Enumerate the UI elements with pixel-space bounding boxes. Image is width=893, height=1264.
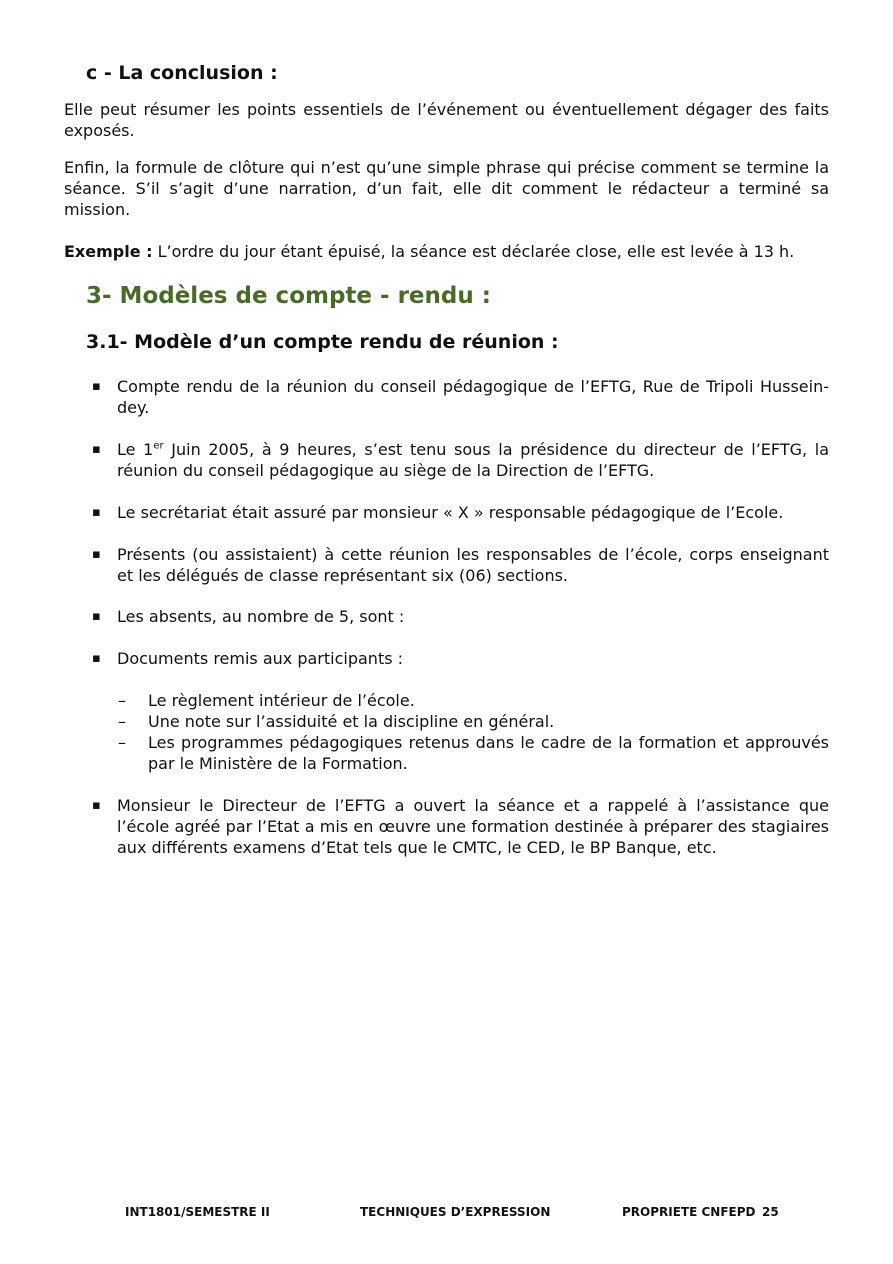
bullet-marker: ▪	[92, 379, 101, 394]
list-item-text	[117, 439, 829, 481]
subsection-heading: 3.1- Modèle d’un compte rendu de réunion :	[86, 331, 559, 353]
sub-list-item-text: Les programmes pédagogiques retenus dans le cadre de la formation et approuvés par le Ministère de la Formation.	[148, 733, 829, 773]
bullet-marker: ▪	[92, 609, 101, 624]
example-label: Exemple :	[64, 242, 153, 261]
bullet-marker: ▪	[92, 505, 101, 520]
conclusion-heading: c - La conclusion :	[86, 62, 278, 84]
bullet-marker: ▪	[92, 651, 101, 666]
footer-course-code: INT1801/SEMESTRE II	[125, 1205, 270, 1219]
dash-marker: –	[118, 712, 126, 731]
list-item	[92, 648, 829, 669]
list-item-continuation: Juin 2005, à 9 heures, s’est tenu sous la présidence du directeur de l’EFTG, la réunion du conseil pédagogique au siège de la Direction de l’EFTG.	[117, 440, 829, 480]
footer-ownership: PROPRIETE CNFEPD	[622, 1205, 756, 1219]
list-item	[92, 795, 829, 858]
conclusion-paragraph-1: Elle peut résumer les points essentiels de l’événement ou éventuellement dégager des faits exposés.	[64, 100, 829, 140]
ordinal-superscript: er	[153, 440, 164, 452]
list-item	[92, 376, 829, 418]
example-paragraph	[64, 241, 829, 262]
dash-marker: –	[118, 733, 126, 752]
list-item	[92, 544, 829, 586]
list-item	[92, 502, 829, 523]
list-item-text: Documents remis aux participants :	[117, 649, 404, 668]
conclusion-paragraph-2: Enfin, la formule de clôture qui n’est qu’une simple phrase qui précise comment se termine la séance. S’il s’agit d’une narration, d’un fait, elle dit comment le rédacteur a terminé sa mission.	[64, 158, 829, 219]
page-number: 25	[762, 1205, 779, 1219]
bullet-marker: ▪	[92, 442, 101, 457]
sub-list-item	[118, 711, 829, 732]
bullet-marker: ▪	[92, 547, 101, 562]
dash-marker: –	[118, 691, 126, 710]
sub-list-item-text: Une note sur l’assiduité et la discipline en général.	[148, 712, 555, 731]
list-item-text: Le secrétariat était assuré par monsieur « X » responsable pédagogique de l’Ecole.	[117, 503, 784, 522]
list-item-text: Les absents, au nombre de 5, sont :	[117, 607, 405, 626]
list-item-text: Monsieur le Directeur de l’EFTG a ouvert la séance et a rappelé à l’assistance que l’école agréé par l’Etat a mis en œuvre une formation destinée à préparer des stagiaires aux différents examens d’Etat tels que le CMTC, le CED, le BP Banque, etc.	[117, 796, 829, 857]
sub-list-item	[118, 732, 829, 774]
list-item	[92, 439, 829, 481]
footer-course-title: TECHNIQUES D’EXPRESSION	[360, 1205, 551, 1219]
section-heading: 3- Modèles de compte - rendu :	[86, 283, 491, 309]
list-item-text: Présents (ou assistaient) à cette réunion les responsables de l’école, corps enseignant et les délégués de classe représentant six (06) sections.	[117, 545, 829, 585]
date-text: Le 1	[117, 440, 154, 459]
example-text: L’ordre du jour étant épuisé, la séance est déclarée close, elle est levée à 13 h.	[152, 242, 795, 261]
list-item	[92, 606, 829, 627]
sub-list-item	[118, 690, 829, 711]
bullet-marker: ▪	[92, 798, 101, 813]
sub-list-item-text: Le règlement intérieur de l’école.	[148, 691, 415, 710]
list-item-text: Compte rendu de la réunion du conseil pédagogique de l’EFTG, Rue de Tripoli Hussein-dey.	[117, 377, 829, 417]
